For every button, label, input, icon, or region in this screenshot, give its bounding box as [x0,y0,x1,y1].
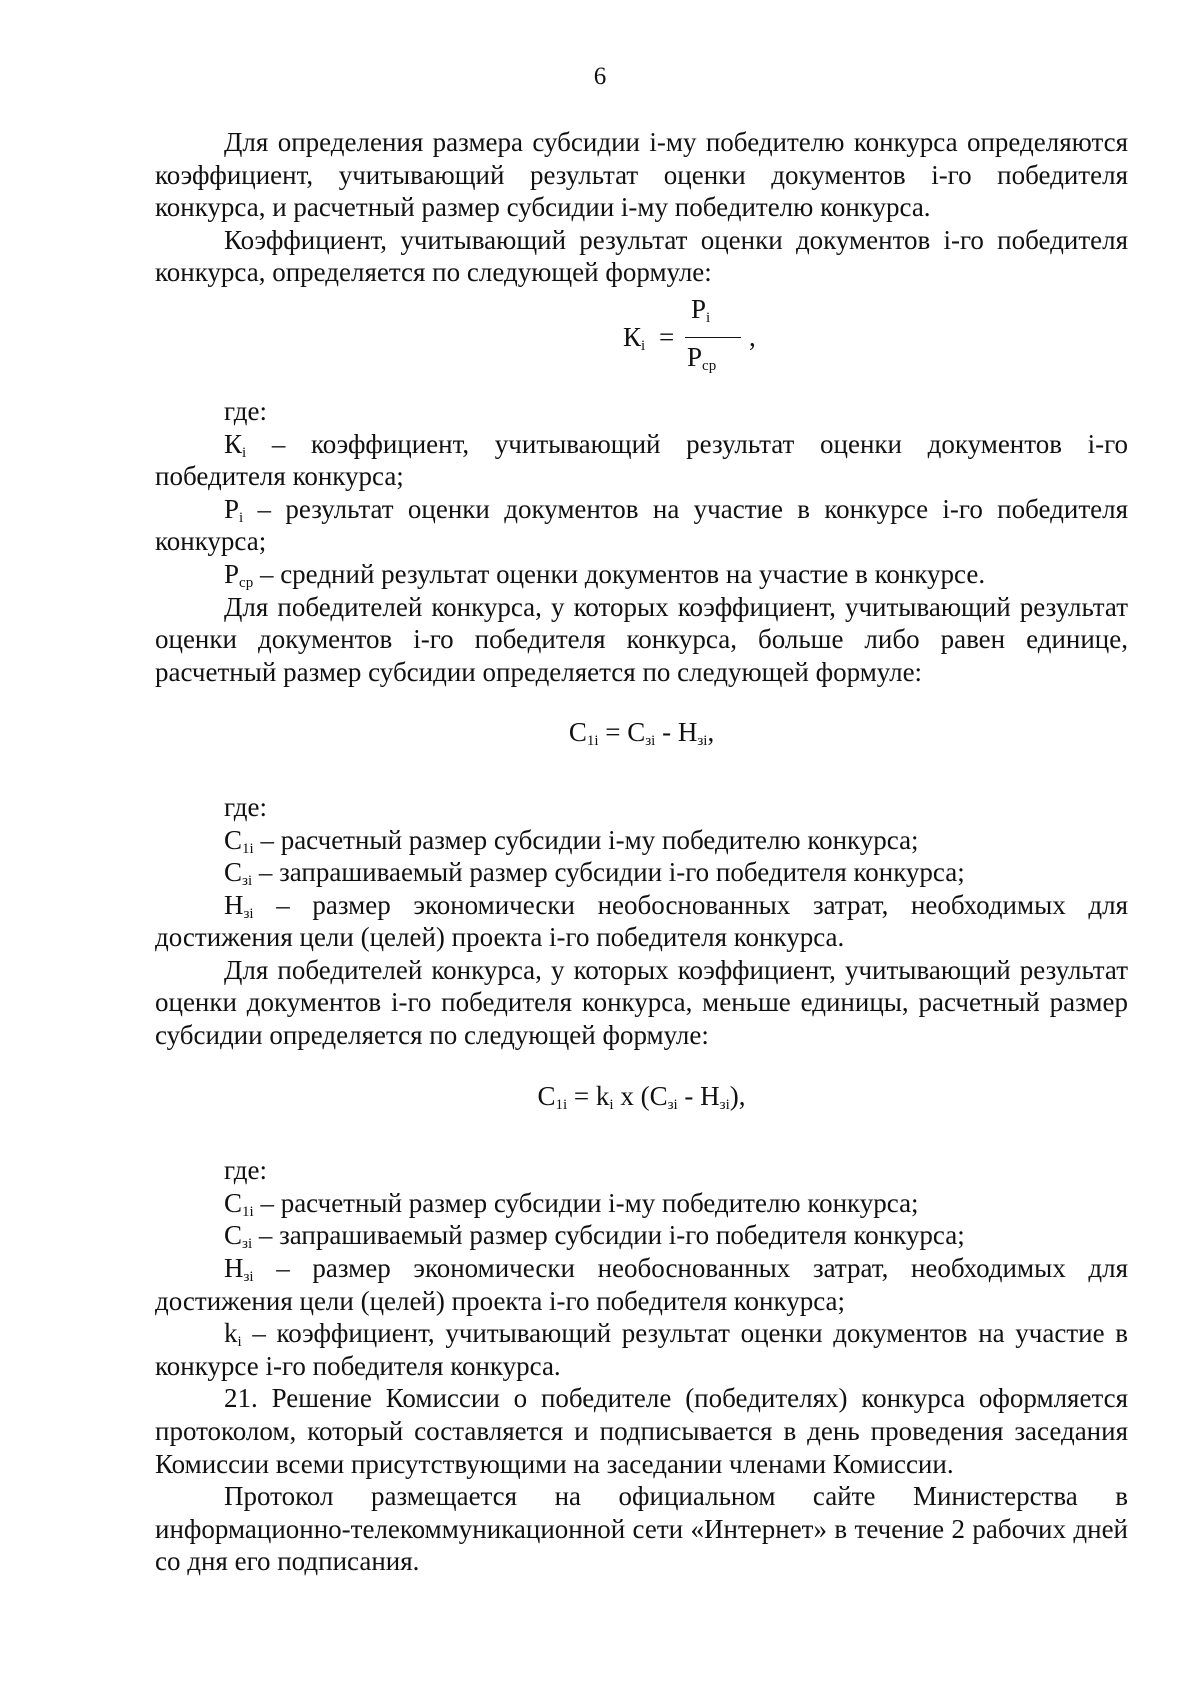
definition-czi: $С_{зi}$ – запрашиваемый размер субсидии i-го победителя конкурса; [224,857,965,890]
definition-p: $Р_i$ – результат оценки документов на участие в конкурсе i-го победителя конкурса; [155,493,1128,557]
paragraph-21-decision: 21. Решение Комиссии о победителе (победителях) конкурса оформляется протоколом, который составляется и подписывается в день проведения заседания Комиссии всеми присутствующими на заседании членами Комиссии. [155,1383,1128,1479]
formula-subsidy-1: $С_{1i} = С_{зi} - Н_{зi}$, [568,717,715,750]
formula-equals: = [659,321,675,352]
formula-lhs: $К_i$ [623,321,646,354]
definition-nzi: $Н_{зi}$ – размер экономически необоснованных затрат, необходимых для достижения цели (целей) проекта i-го победителя конкурса. [155,889,1128,953]
fraction-numerator: $Р_i$ [691,293,711,326]
document-body [155,126,1128,1578]
formula-subsidy-2: $С_{1i} = k_i$ х $(С_{зi} - Н_{зi})$, [537,1080,746,1113]
fraction-denominator: $Р_{ср}$ [687,341,717,374]
definition-pcp: $Р_{ср}$ – средний результат оценки документов на участие в конкурсе. [224,558,986,591]
definition-k: $К_i$ – коэффициент, учитывающий результат оценки документов i-го победителя конкурса; [155,428,1128,492]
definition-c1i: $С_{1i}$ – расчетный размер субсидии i-му победителю конкурса; [224,824,919,857]
fraction-bar [685,337,741,338]
where-label: где: [224,395,267,426]
paragraph-greater-or-equal: Для победителей конкурса, у которых коэффициент, учитывающий результат оценки документов i-го победителя конкурса, больше либо равен единице, расчетный размер субсидии определяется по следующей формуле: [155,591,1128,687]
paragraph-protocol-publication: Протокол размещается на официальном сайте Министерства в информационно-телекоммуникационной сети «Интернет» в течение 2 рабочих дней со дня его подписания. [155,1481,1128,1577]
definition-czi: $С_{зi}$ – запрашиваемый размер субсидии i-го победителя конкурса; [224,1220,965,1253]
formula-coefficient [155,289,1128,395]
paragraph-coefficient-formula-intro: Коэффициент, учитывающий результат оценки документов i-го победителя конкурса, определяется по следующей формуле: [155,224,1128,288]
paragraph-less-than-one: Для победителей конкурса, у которых коэффициент, учитывающий результат оценки документов i-го победителя конкурса, меньше единицы, расчетный размер субсидии определяется по следующей формуле: [155,954,1128,1051]
definition-c1i: $С_{1i}$ – расчетный размер субсидии i-му победителю конкурса; [224,1187,919,1220]
definition-nzi: $Н_{зi}$ – размер экономически необоснованных затрат, необходимых для достижения цели (целей) проекта i-го победителя конкурса; [155,1253,1128,1316]
where-label: где: [224,791,267,822]
formula-comma: , [749,321,756,352]
page-number: 6 [593,63,607,90]
definition-ki: $k_i$ – коэффициент, учитывающий результат оценки документов на участие в конкурсе i-го победителя конкурса. [155,1318,1128,1381]
paragraph-intro: Для определения размера субсидии i-му победителю конкурса определяются коэффициент, учитывающий результат оценки документов i-го победителя конкурса, и расчетный размер субсидии i-му победителю конкурса. [155,127,1128,223]
where-label: где: [224,1155,267,1186]
